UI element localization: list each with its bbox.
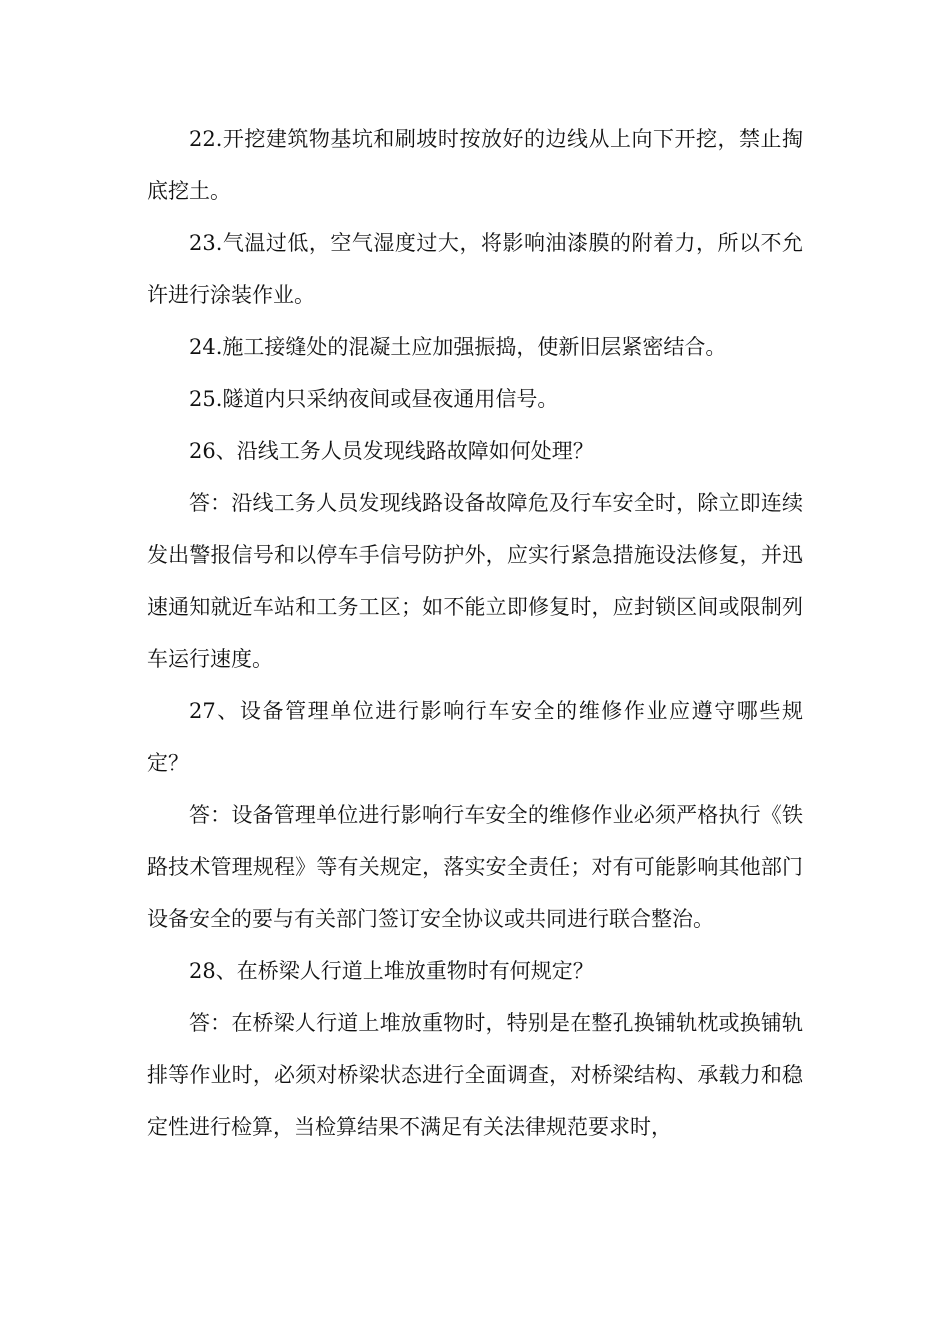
answer-26: 答：沿线工务人员发现线路设备故障危及行车安全时，除立即连续发出警报信号和以停车手信号防护外，应实行紧急措施设法修复，并迅速通知就近车站和工务工区；如不能立即修复时，应封锁区间或限制列车运行速度。 — [147, 491, 803, 671]
question-28: 28、在桥梁人行道上堆放重物时有何规定？ — [189, 959, 594, 983]
paragraph-item-23: 23.气温过低，空气湿度过大，将影响油漆膜的附着力，所以不允许进行涂装作业。 — [147, 231, 803, 307]
paragraph-item-24: 24.施工接缝处的混凝土应加强振捣，使新旧层紧密结合。 — [189, 335, 727, 359]
answer-28: 答：在桥梁人行道上堆放重物时，特别是在整孔换铺轨枕或换铺轨排等作业时，必须对桥梁状态进行全面调查，对桥梁结构、承载力和稳定性进行检算，当检算结果不满足有关法律规范要求时， — [147, 1011, 803, 1139]
answer-27: 答：设备管理单位进行影响行车安全的维修作业必须严格执行《铁路技术管理规程》等有关规定，落实安全责任；对有可能影响其他部门设备安全的要与有关部门签订安全协议或共同进行联合整治。 — [147, 803, 803, 931]
paragraph-item-22: 22.开挖建筑物基坑和刷坡时按放好的边线从上向下开挖，禁止掏底挖土。 — [147, 127, 803, 203]
question-27: 27、设备管理单位进行影响行车安全的维修作业应遵守哪些规定？ — [147, 699, 803, 775]
paragraph-item-25: 25.隧道内只采纳夜间或昼夜通用信号。 — [189, 387, 559, 411]
document-body — [147, 113, 803, 1153]
question-26: 26、沿线工务人员发现线路故障如何处理？ — [189, 439, 594, 463]
